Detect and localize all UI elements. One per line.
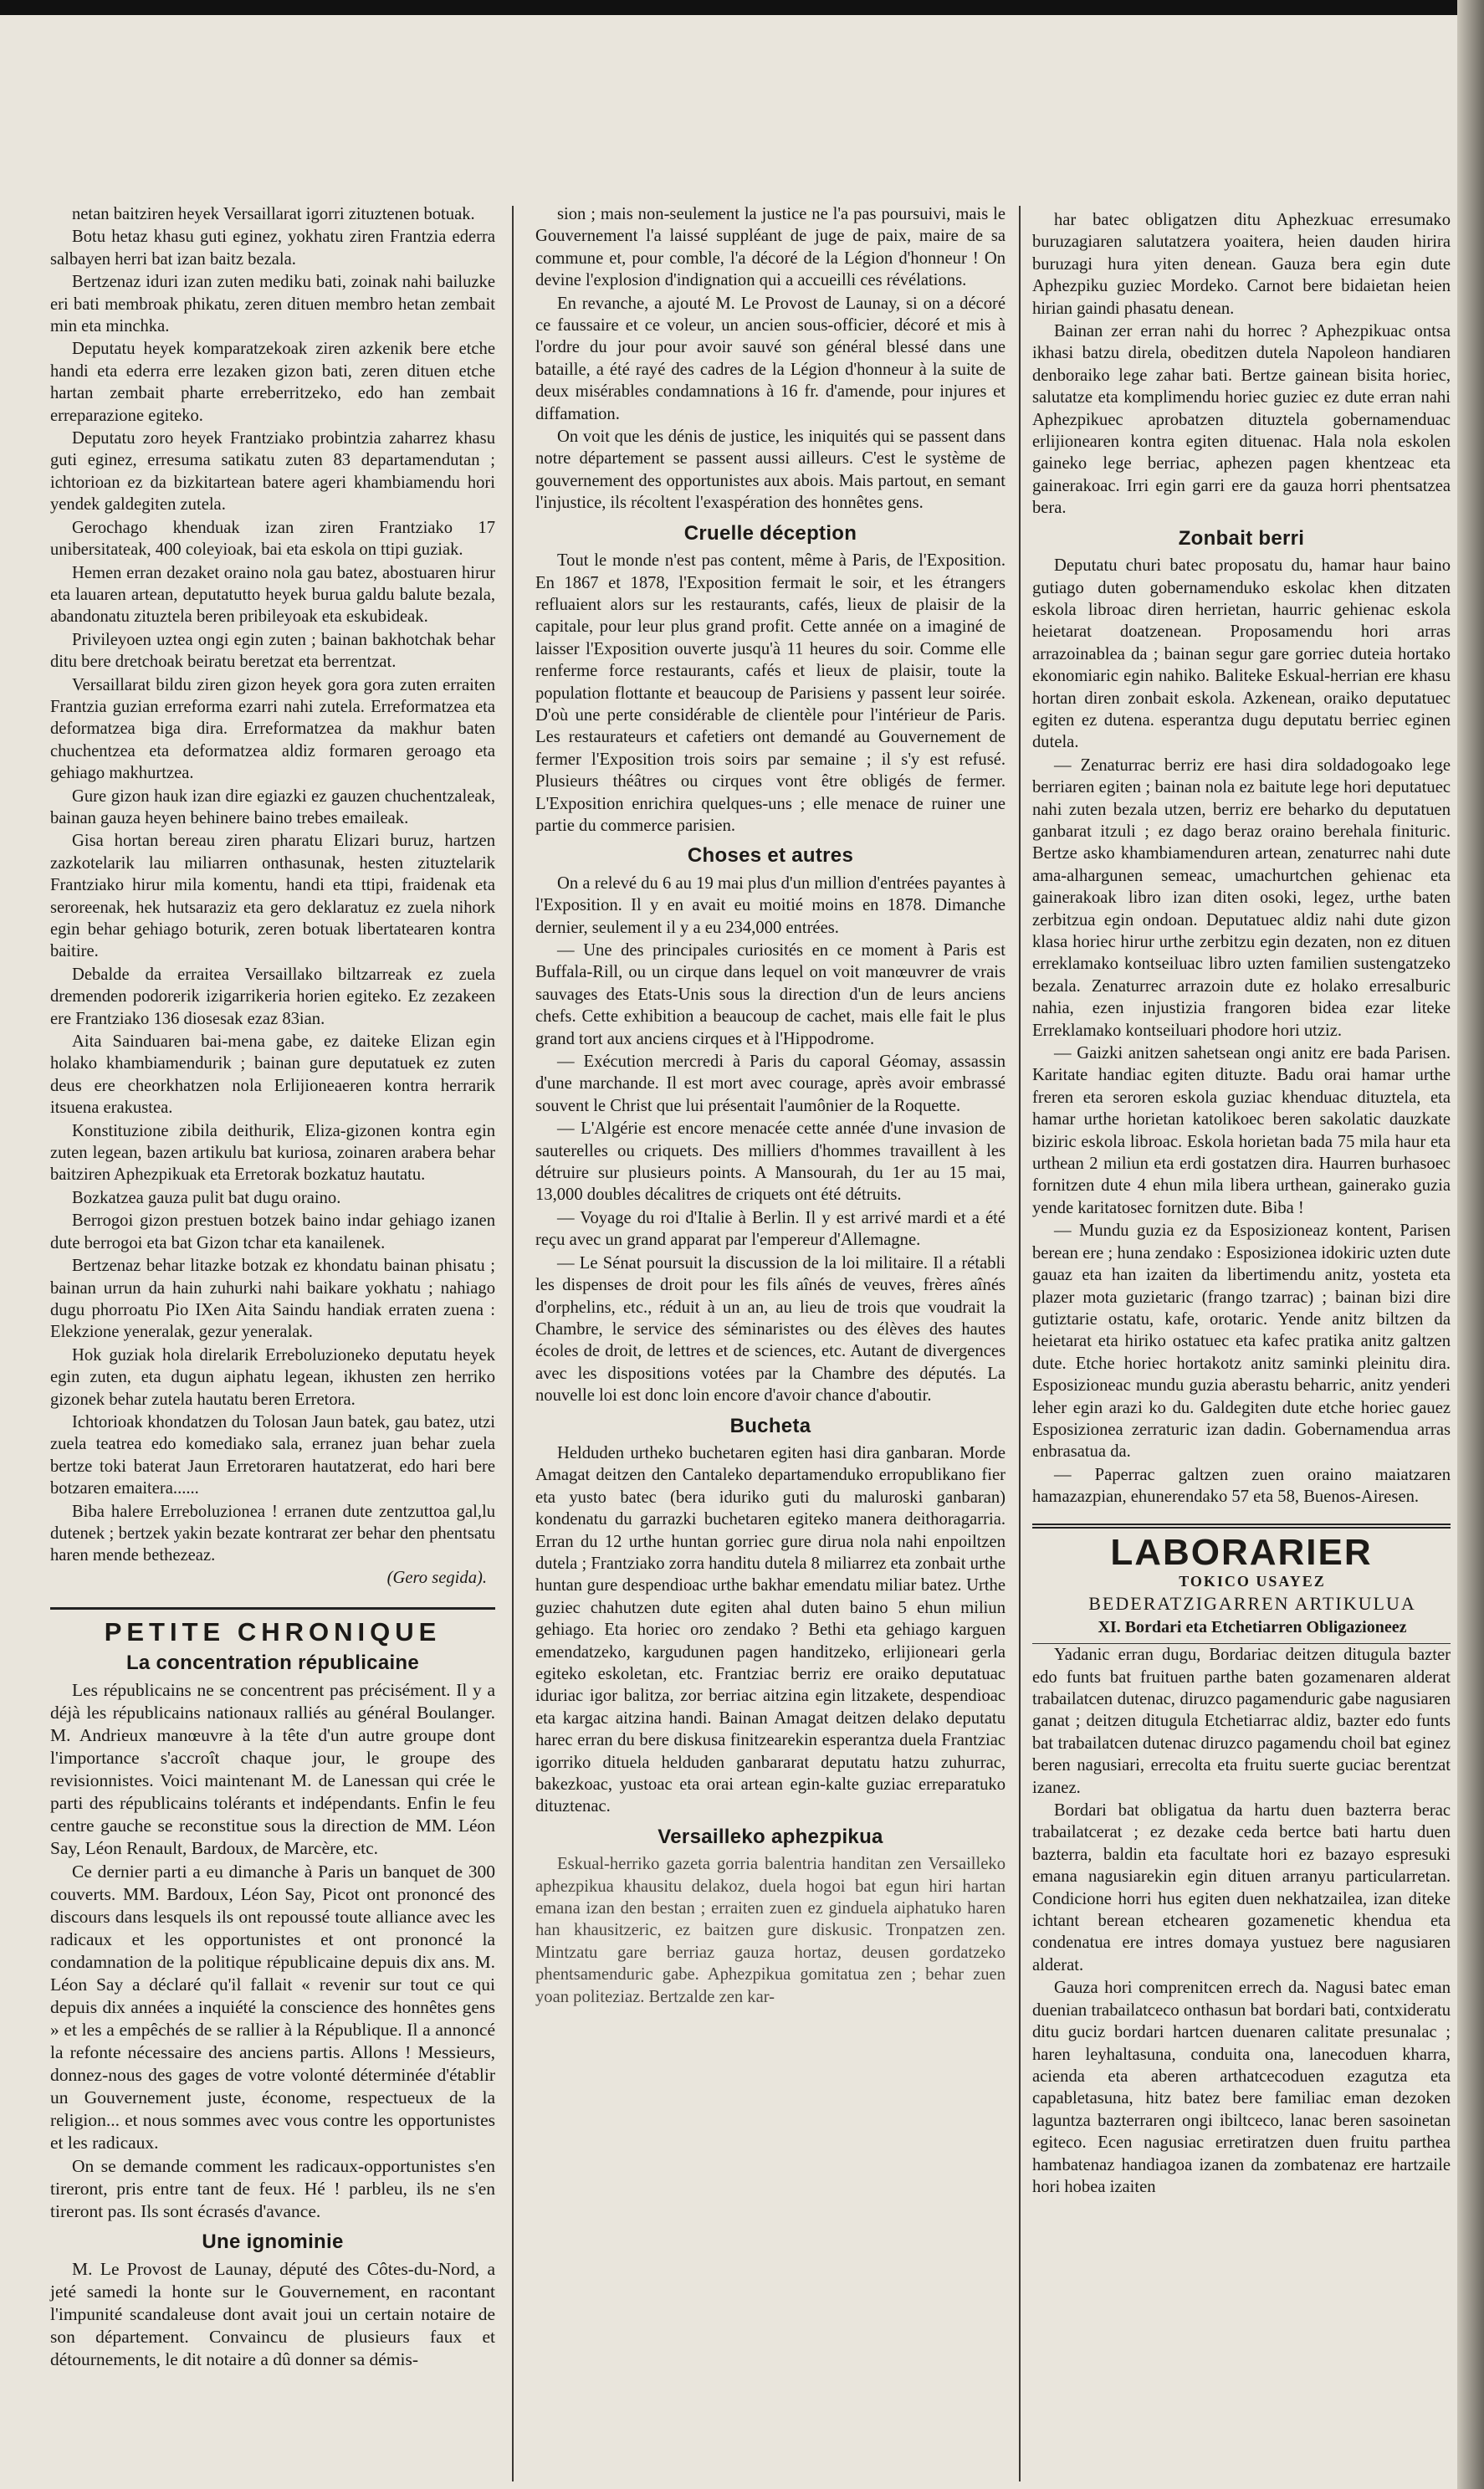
column-rule xyxy=(512,206,514,2481)
section-body-deception xyxy=(535,550,1006,837)
paragraph: Hemen erran dezaket oraino nola gau batez, abostuaren hirur eta lauaren artean, deputatutto heyek burua galdu balute bezala, abandonatu zituztela beren pribileyoak eta eskubideak. xyxy=(50,563,495,627)
paragraph: netan baitziren heyek Versaillarat igorri zituztenen botuak. xyxy=(72,205,475,223)
section-body-choses xyxy=(535,873,1006,1407)
paragraph: On a relevé du 6 au 19 mai plus d'un million d'entrées payantes à l'Exposition. Il y en avait eu moitié moins en 1878. Dimanche dernier, seulement il y a eu 234,000 entrées. xyxy=(535,873,1006,937)
section-body-bucheta xyxy=(535,1442,1006,1818)
paragraph: — Exécution mercredi à Paris du caporal Géomay, assassin d'une marchande. Il est mort avec courage, après avoir embrassé souvent le Christ que lui présentait l'aumônier de la Roquette. xyxy=(535,1052,1006,1115)
chronicle-heading: PETITE CHRONIQUE xyxy=(50,1607,495,1643)
paragraph: Gisa hortan bereau ziren pharatu Elizari buruz, hartzen zazkotelarik lau miliarren onthasunak, hesten zituztelarik Frantziako hirur mila komentu, handi eta ttipi, fraidenak eta seroreenak, hek hutsaraziz eta gero deklaratuz ez zuela nihork egin behar gehiago boturik, zeren botuak libertatearen kontra baitire. xyxy=(50,832,495,961)
paragraph: Gerochago khenduak izan ziren Frantziako 17 unibersitateak, 400 coleyioak, bai eta eskola on ttipi guziak. xyxy=(50,518,495,560)
paragraph: Gure gizon hauk izan dire egiazki ez gauzen chuchentzaleak, bainan gauza heyen behinere baino trebes emaileak. xyxy=(50,786,495,827)
paragraph: Aita Sainduaren bai-mena gabe, ez daiteke Elizan egin holako khambiamendurik ; bainan gure deputatuek ez zuten deus ere cheorkhatzen nola Erlijioneaeren kontra herrarik itsuena erakustea. xyxy=(50,1032,495,1118)
top-border xyxy=(0,0,1484,15)
section-title-aphezpikua: Versailleko aphezpikua xyxy=(658,1825,883,1848)
section-title-ignominie: Une ignominie xyxy=(202,2230,344,2253)
paragraph: — L'Algérie est encore menacée cette année d'une invasion de sauterelles ou criquets. Des milliers d'hommes travaillent à les détruire sur plusieurs points. A Mansourah, du 1er au 15 mai, 13,000 doubles décalitres de criquets ont été détruits. xyxy=(535,1119,1006,1205)
paragraph: On voit que les dénis de justice, les iniquités qui se passent dans notre département se passent aussi ailleurs. C'est le système de gouvernement des opportunistes aux abois. Mais partout, en semant l'injustice, ils récoltent l'exaspération des honnêtes gens. xyxy=(535,428,1006,513)
paragraph: sion ; mais non-seulement la justice ne l'a pas poursuivi, mais le Gouvernement l'a laissé suppléant de juge de paix, maire de sa commune et, pour comble, l'a décoré de la Légion d'honneur ! On devine l'explosion d'indignation qui a accueilli ces révélations. xyxy=(535,205,1006,290)
paragraph: — Mundu guzia ez da Esposizioneaz kontent, Parisen berean ere ; huna zendako : Esposizionea idokiric uzten dute gauaz eta han izaiten da libertimendu anitz, yosteta eta plazer mota guzietaric (frango tzarrac) ; bainan bizi dire gutiztarie ostatu, kafe, orotaric. Yende anitz biltzen da heietarat eta hiriko ostatuec eta kafec pratika anitz galtzen dute. Etche horiec hortakotz anitz saminki pleinitu dira. Esposizioneac mundu guzia aberastu beharric, anitz yenderi leher egin arazi ko du. Galdegiten dute etche horiec gauez Esposizionea zerraturic izan dadin. Gobernamendua arras enbrasatua da. xyxy=(1032,1221,1451,1462)
paragraph: Botu hetaz khasu guti eginez, yokhatu ziren Frantzia ederra salbayen herri bat izan baitz bezala. xyxy=(50,228,495,269)
paragraph: Debalde da erraitea Versaillako biltzarreak ez zuela dremenden podorerik izigarrikeria horien egiteko. Ez zezakeen ere Frantziako 136 diosesak ezaz 83ian. xyxy=(50,965,495,1028)
paragraph: M. Le Provost de Launay, député des Côtes-du-Nord, a jeté samedi la honte sur le Gouvernement, en racontant l'impunité scandaleuse dont avait joui un certain notaire de son département. Convaincu de plusieurs faux et détournements, le dit notaire a dû donner sa démis- xyxy=(50,2259,495,2370)
section-title-deception: Cruelle déception xyxy=(683,521,857,545)
paragraph: En revanche, a ajouté M. Le Provost de Launay, si on a décoré ce faussaire et ce voleur, un ancien sous-officier, décoré et mis à l'ordre du jour pour avoir sauvé son général blessé dans une bataille, a été rayé des cadres de la Légion d'honneur à la suite de deux misérables condamnations à 16 fr. d'amende, pour injures et diffamation. xyxy=(535,294,1006,423)
paragraph: Eskual-herriko gazeta gorria balentria handitan zen Versailleko aphezpikua khausitu delakoz, duela hogoi bat egun hiri hartan emana izan den bestan ; erraiten zuen ez ginduela aiphatuko haren han khausitzeric, ez baitzen gure diskusic. Tronpatzen zen. Mintzatu gare berriaz gauza hortaz, deusen gordatzeko phentsamenduric gabe. Aphezpikua gomitatua zen ; behar zuen yoan politeziaz. Bertzalde zen kar- xyxy=(535,1855,1006,2006)
paragraph: — Voyage du roi d'Italie à Berlin. Il y est arrivé mardi et a été reçu avec un grand apparat par l'empereur d'Allemagne. xyxy=(535,1208,1006,1250)
paragraph: — Le Sénat poursuit la discussion de la loi militaire. Il a rétabli les dispenses de droit pour les fils aînés de veuves, frères aînés d'orphelins, etc., réduit à un an, au lieu de trois que voudrait la Chambre, le service des séminaristes ou des élèves des hautes écoles de droit, de lettres et de sciences, etc. Autant de divergences avec les dispositions votées par la Chambre des députés. La nouvelle loi est donc loin encore d'avoir chance d'aboutir. xyxy=(535,1253,1006,1406)
column-rule xyxy=(1019,206,1021,2481)
paragraph: Deputatu heyek komparatzekoak ziren azkenik bere etche handi eta ederra erre lezaken gizon bati, zeren dituen etche hartan zembait pharte erreberritzeko, edo han zembait erreparazione egiteko. xyxy=(50,340,495,425)
section-title-bucheta: Bucheta xyxy=(729,1414,811,1437)
paragraph: Berrogoi gizon prestuen botzek baino indar gehiago izanen dute berrogoi eta bat Gizon tchar eta kanailenek. xyxy=(50,1211,495,1252)
page-right-edge xyxy=(1457,0,1484,2489)
paragraph: har batec obligatzen ditu Aphezkuac erresumako buruzagiaren salutatzera yoaitera, heien dauden hirira buruzagi hura yiten denean. Gauza bera egin dute Aphezpiku guziec Mordeko. Carnot bere bidaietan heien hirian gaindi phasatu denean. xyxy=(1032,211,1451,318)
section-body-ignominie xyxy=(50,2258,495,2371)
section-title-choses: Choses et autres xyxy=(687,844,854,868)
paragraph: Bainan zer erran nahi du horrec ? Aphezpikuac ontsa ikhasi batzu direla, obeditzen dutela Napoleon handiaren denboraiko lege zahar bati. Bertze gainean bisita horiec, salutatze eta komplimendu horiec guziec ez dute erran nahi Aphezpikuec aprobatzen dituztela gobernamenduac erlijionearen kontra egiten dituenac. Hala nola eskolen gaineko lege berriac, aphezen pagen khentzeac eta gainerakoac. Irri egin garri ere da gauza horri phentsatzea bera. xyxy=(1032,322,1451,518)
column-2 xyxy=(535,203,1006,2008)
paragraph: Deputatu churi batec proposatu du, hamar haur baino gutiago duten gobernamenduko eskolac khen ditzaten eskola libroac diren herrietan, haurric gehienac eskola heietarat doatzenean. Proposamendu hori arras arrazoinablea da ; bainan segur gare gorriec duteia hortako ekonomiaric egin nahiko. Baliteke Eskual-herrian ere khasu hortan diren zonbait eskola. Azkenean, oraiko deputatuec egiten ez dutena. esperantza dugu deputatu berriec eginen dutela. xyxy=(1032,556,1451,752)
paragraph: On se demande comment les radicaux-opportunistes s'en tireront, pris entre tant de feux. Hé ! parbleu, ils ne s'en tireront pas. Ils sont écrasés d'avance. xyxy=(50,2156,495,2221)
paragraph: Tout le monde n'est pas content, même à Paris, de l'Exposition. En 1867 et 1878, l'Exposition fermait le soir, et les étrangers refluaient alors sur les restaurants, cafés, lieux de plaisir de la capitale, pour leur plus grand profit. Cette année on a imaginé de laisser l'Exposition ouverte jusqu'à 11 heures du soir. Comme elle renferme force restaurants, cafés et lieux de plaisir, toute la population flottante et beaucoup de Parisiens y passent leur soirée. D'où une perte considérable de clientèle pour l'intérieur de Paris. Les restaurateurs et cafetiers ont demandé au Gouvernement de fermer l'Exposition trois soirs par semaine ; il s'y est refusé. Plusieurs théâtres ou cirques vont être obligés de fermer. L'Exposition enrichira quelques-uns ; elle menace de ruiner une partie du commerce parisien. xyxy=(535,551,1006,835)
article-gero-continuation xyxy=(50,203,495,1567)
paragraph: Bozkatzea gauza pulit bat dugu oraino. xyxy=(72,1188,341,1207)
laborarier-subtitle: TOKICO USAYEZ xyxy=(1179,1572,1326,1590)
section-title-concentration: La concentration républicaine xyxy=(125,1651,420,1674)
paragraph: Deputatu zoro heyek Frantziako probintzia zaharrez khasu guti eginez, erresuma satikatu zuten 83 departamendutan ; ichtorioan ez da bizkitartean batere ageri khambiamendu hori yendek galdegiten zutela. xyxy=(50,429,495,515)
paragraph: Les républicains ne se concentrent pas précisément. Il y a déjà les républicains nationaux ralliés au général Boulanger. M. Andrieux manœuvre à la tête d'un autre groupe dont l'importance s'accroît chaque jour, le groupe des revisionnistes. Voici maintenant M. de Lanessan qui crée le parti des républicains tolérants et indépendants. Enfin le feu centre gauche se reconstitue sous la direction de MM. Léon Say, Léon Renault, Bardoux, de Marcère, etc. xyxy=(50,1680,495,1858)
paragraph: Privileyoen uztea ongi egin zuten ; bainan bakhotchak behar ditu bere dretchoak beiratu beretzat eta berrentzat. xyxy=(50,630,495,672)
newspaper-page xyxy=(0,15,1457,2489)
section-title-zonbait-berri: Zonbait berri xyxy=(1178,526,1305,550)
paragraph: Biba halere Erreboluzionea ! erranen dute zentzuttoa gal,lu dutenek ; bertzek yakin bezate kontrarat zer behar den phentsatu haren mende bethezeaz. xyxy=(50,1502,495,1565)
paragraph: Hok guziak hola direlarik Erreboluzioneko deputatu heyek egin zuten, eta dugun aiphatu legean, ikhusten zen herriko gizonek behar zutela hautatu beren Erretora. xyxy=(50,1345,495,1409)
paragraph: Bertzenaz behar litazke botzak ez khondatu bainan phisatu ; bainan urrun da hain zuhurki nahi baikare yokhatu ; nahiago dugu phorroatu Pio IXen Aita Saindu handiak erraten zuena : Elekzione yeneralak, gezur yeneralak. xyxy=(50,1257,495,1342)
article-signature: (Gero segida). xyxy=(386,1568,487,1587)
paragraph: Yadanic erran dugu, Bordariac deitzen ditugula bazter edo funts bat fruituen parthe baten gozamenaren alderat trabailatcen dutenac, diruzco pagamenduric gabe nagusiaren ganat ; deitzen ditugula Etchetiarrac aldiz, bazter edo funts bat trabailatcen dutenac diruzco pagamendu choil bat eginez beren nagusiari, errecolta eta fruitu suerte guciac berentzat izanez. xyxy=(1032,1646,1451,1797)
paragraph: Ce dernier parti a eu dimanche à Paris un banquet de 300 couverts. MM. Bardoux, Léon Say, Picot ont prononcé des discours dans lesquels ils ont repoussé toute alliance avec les radicaux et les opportunistes et ont prononcé la condamnation de la politique républicaine depuis dix ans. M. Léon Say a déclaré qu'il fallait « revenir sur tout ce qui depuis dix années a inquiété la conscience des honnêtes gens » et les a empêchés de se rallier à la République. Il a annoncé la refonte nécessaire des anciens partis. Allons ! Messieurs, donnez-nous des gages de votre volonté déterminée d'établir un Gouvernement juste, économe, respectueux de la religion... et nous sommes avec vous contre les opportunistes et les radicaux. xyxy=(50,1862,495,2153)
laborarier-title: LABORARIER xyxy=(1032,1524,1451,1564)
laborarier-body xyxy=(1032,1644,1451,2198)
paragraph: Bordari bat obligatua da hartu duen bazterra berac trabailatcerat ; ez dezake ceda bertce bati hartu duen bazterra, baldin eta facultate hori ez bazayo espresuki emana nagusiarekin egin dituen arranyu particularretan. Condicione horri hus egiten duen nekhatzailea, izan diteke ichtant berean etchearen gozamenetic khendua eta condenatua ere intres domaya yustuez bere nagusiaren alderat. xyxy=(1032,1801,1451,1974)
paragraph: Helduden urtheko buchetaren egiten hasi dira ganbaran. Morde Amagat deitzen den Cantaleko departamenduko erropublikano fier eta yusto batec (bera iduriko guti du maluroski ganbaran) kondenatu du garrazki buchetaren egiteko manera deithoragarria. Erran du 12 urthe huntan gorriec gure dirua nola nahi enpoiltzen dutela ; Frantziako zorra handitu dutela 8 miliarrez eta zonbait urthe huntan gure despendioac urthe bakhar emendatu miliar batez. Urthe guziec chahutzen dute egiten ahal duten baino 5 ehun miliun gehiago. Eta horiec oro zendako ? Bethi eta gehiago karguen emendatzeko, kargudunen pagen handitzeko, erlijioneari gerla egiteko eskoletan, etc. Frantziac berriz ere oraiko deputatuac iduriac igor balitza, zor berriac aitzina egin litzakete, despendioac eta kargac aitzina handi. Bainan Amagat deitzen delako deputatu harec erran du bere diskusa finitzearekin esperantza duela Frantziac igorriko dituela helduden ganbararat deputatu hatzu zuhurrac, bakezkoac, yustoac eta orai artean egin-kalte guziac erreparatuko dituztenac. xyxy=(535,1443,1006,1816)
paragraph: Ichtorioak khondatzen du Tolosan Jaun batek, gau batez, utzi zuela teatrea edo komediako sala, erranez juan behar zuela bertze toki baterat Jaun Erretoraren hautatzerat, edo hari bere botzaren emaitera...... xyxy=(50,1412,495,1498)
section-body-aphezpikua xyxy=(535,1853,1006,2008)
paragraph: Gauza hori comprenitcen errech da. Nagusi batec eman duenian trabailatceco onthasun bat bordari bati, contxideratu ditu guciz bordari hartcen duenaren calitate presunalac ; haren leyhaltasuna, conduita ona, lanecoduen kharra, acienda eta aberen arthatcecoduen ezagutza eta capabletasuna, hitz batez bere familiac eman dezoken laguntza bazterraren ongi ibiltceco, lanac beren sasoinetan egiteco. Ecen nagusiac erretiratzen duen fruitu parthea hambatenaz handiagoa izanen da zombatenaz ere hartzaile hori hobea izaiten xyxy=(1032,1979,1451,2196)
paragraph: Versaillarat bildu ziren gizon heyek gora gora zuten erraiten Frantzia guzian erreforma ezarri nahi zutela. Erreformatzea eta deformatzea biga dira. Erreformatzea da makhur baten chuchentzea eta deformatzea aldiz formaren geroago eta gehiago makhurtzea. xyxy=(50,675,495,783)
laborarier-chapter: XI. Bordari eta Etchetiarren Obligazioneez xyxy=(1032,1616,1451,1644)
laborarier-article: BEDERATZIGARREN ARTIKULUA xyxy=(1088,1593,1416,1615)
article-ignominie-continued xyxy=(535,203,1006,515)
article-aphezpikua-continued xyxy=(1032,209,1451,520)
paragraph: — Une des principales curiosités en ce moment à Paris est Buffala-Rill, ou un cirque dans lequel on voit manœuvrer de vrais sauvages des Etats-Unis sous la direction d'un de leurs anciens chefs. Cette exhibition a beaucoup de cachet, mais elle fait le plus grand tort aux anciens cirques et à l'Hippodrome. xyxy=(535,941,1006,1048)
section-body-concentration xyxy=(50,1679,495,2223)
paragraph: — Zenaturrac berriz ere hasi dira soldadogoako lege berriaren egiten ; bainan nola ez baitute lege hori deputatuec nahi zuten bezala utzen, berriz ere beharko du deputatuen ganbarat itzuli ; ez dago beraz oraino berehala finituric. Bertze asko khambiamenduren artean, zenaturrec nahi dute ama-alhargunen semeac, umachurtchen gehienac eta gainerakoak libro izan diten osoki, legez, urthe baten zerbitzua egin ondoan. Deputatuec aldiz nahi dute gizon klasa horiec hirur urthe zerbitzu egin dezaten, non ez dituen erreklamako kontseiluac libro uzten familien sustengatzeko bezala. Zenaturrec arrazoin dute ez holako erresalburic nahia, ezen injustizia frangoren bidea ezar liteke Erreklamako kontseiluari phodore hori utziz. xyxy=(1032,755,1451,1040)
paragraph: — Paperrac galtzen zuen oraino maiatzaren hamazazpian, ehunerendako 57 eta 58, Buenos-Airesen. xyxy=(1032,1465,1451,1507)
paragraph: Bertzenaz iduri izan zuten mediku bati, zoinak nahi bailuzke eri bati membroak phikatu, zeren dituen membro hetan zembait min eta minchka. xyxy=(50,273,495,336)
column-1 xyxy=(50,203,495,2371)
section-body-zonbait-berri xyxy=(1032,555,1451,1508)
paragraph: Konstituzione zibila deithurik, Eliza-gizonen kontra egin zuten legean, bazen artikulu bat kuriosa, zoinaren arabera behar baitziren Aphezpikuak eta Erretorak bozkatuz hautatu. xyxy=(50,1121,495,1185)
paragraph: — Gaizki anitzen sahetsean ongi anitz ere bada Parisen. Karitate handiac egiten dituzte. Badu orai hamar urthe freren eta seroren eskola guziac khenduac dituztela, eta hamar urthe horietan katolikoec beren sakolatic dauzkate biziric eskola libroac. Eskola horietan bada 75 mila haur eta urthean 2 miliun eta erdi gostatzen dira. Haurren burhasoec fornitzen dute 4 ehun mila libera urthean, gainerako guzia yende karitatosec fornitzen dute. Biba ! xyxy=(1032,1044,1451,1217)
column-3 xyxy=(1032,209,1451,2198)
